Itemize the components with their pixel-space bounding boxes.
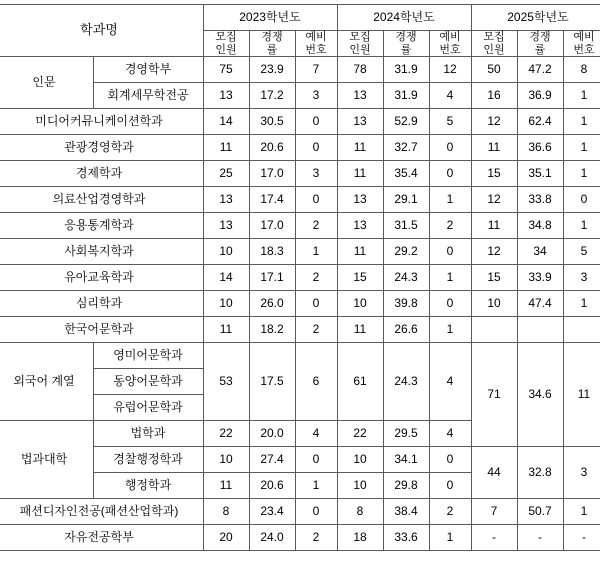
- cell-2023-ratio: 20.6: [249, 135, 295, 161]
- cell-2025-waitlist: 1: [563, 161, 600, 187]
- row-group-label: 인문: [0, 57, 93, 109]
- header-line-1: 경쟁: [261, 31, 283, 43]
- header-2023-ratio: [249, 31, 295, 57]
- cell-2024-ratio: 29.5: [383, 421, 429, 447]
- cell-2023-quota: 13: [203, 187, 249, 213]
- header-year-2025: 2025학년도: [471, 5, 600, 31]
- cell-2023-waitlist: 0: [295, 187, 337, 213]
- cell-2024-ratio: 24.3: [383, 343, 429, 421]
- cell-2025-ratio: 34.6: [517, 343, 563, 447]
- header-2025-waitlist: [563, 31, 600, 57]
- cell-2025-waitlist: 0: [563, 187, 600, 213]
- cell-2023-waitlist: 0: [295, 135, 337, 161]
- cell-2024-quota: 11: [337, 317, 383, 343]
- cell-2025-quota: 11: [471, 213, 517, 239]
- cell-2024-waitlist: 0: [429, 291, 471, 317]
- table-row: [0, 343, 600, 369]
- table-body: [0, 57, 600, 551]
- header-2023-waitlist: [295, 31, 337, 57]
- header-line-2: 인원: [215, 43, 237, 56]
- cell-2023-quota: 10: [203, 291, 249, 317]
- cell-2024-waitlist: 0: [429, 447, 471, 473]
- cell-2024-quota: 61: [337, 343, 383, 421]
- cell-2023-waitlist: 6: [295, 343, 337, 421]
- header-line-2: 률: [534, 43, 546, 56]
- cell-2024-ratio: 39.8: [383, 291, 429, 317]
- cell-2024-waitlist: 1: [429, 265, 471, 291]
- cell-2024-ratio: 26.6: [383, 317, 429, 343]
- cell-2024-ratio: 31.9: [383, 57, 429, 83]
- header-line-1: 모집: [215, 31, 237, 43]
- cell-2024-quota: 18: [337, 525, 383, 551]
- header-line-1: 경쟁: [395, 31, 417, 43]
- cell-2025-ratio: -: [517, 525, 563, 551]
- cell-2025-waitlist: 5: [563, 239, 600, 265]
- cell-2024-waitlist: 2: [429, 499, 471, 525]
- cell-2023-ratio: 30.5: [249, 109, 295, 135]
- header-line-2: 번호: [305, 43, 327, 56]
- header-line-2: 률: [266, 43, 278, 56]
- table-row: [0, 187, 600, 213]
- cell-2025-quota: 16: [471, 83, 517, 109]
- cell-2025-ratio: 50.7: [517, 499, 563, 525]
- header-year-2023: 2023학년도: [203, 5, 337, 31]
- row-name: 유럽어문학과: [93, 395, 203, 421]
- cell-2024-waitlist: 1: [429, 317, 471, 343]
- cell-2023-quota: 13: [203, 213, 249, 239]
- cell-2024-ratio: 24.3: [383, 265, 429, 291]
- header-line-2: 인원: [483, 43, 505, 56]
- cell-2025-waitlist: 1: [563, 83, 600, 109]
- cell-2023-quota: 53: [203, 343, 249, 421]
- cell-2025-quota: 50: [471, 57, 517, 83]
- cell-2023-waitlist: 2: [295, 525, 337, 551]
- row-name: 미디어커뮤니케이션학과: [0, 109, 203, 135]
- row-name: 한국어문학과: [0, 317, 203, 343]
- cell-2025-ratio: 47.2: [517, 57, 563, 83]
- cell-2023-waitlist: 7: [295, 57, 337, 83]
- row-name: 법학과: [93, 421, 203, 447]
- cell-2025-waitlist: -: [563, 525, 600, 551]
- cell-2024-ratio: 29.8: [383, 473, 429, 499]
- cell-2024-ratio: 31.9: [383, 83, 429, 109]
- header-2025-ratio: [517, 31, 563, 57]
- header-line-1: 예비: [439, 31, 461, 43]
- cell-2023-ratio: 17.2: [249, 83, 295, 109]
- cell-2023-quota: 22: [203, 421, 249, 447]
- cell-2025-quota: 7: [471, 499, 517, 525]
- header-2023-quota: [203, 31, 249, 57]
- cell-2023-quota: 11: [203, 473, 249, 499]
- cell-2024-quota: 11: [337, 239, 383, 265]
- cell-2024-quota: 13: [337, 109, 383, 135]
- table-row: [0, 161, 600, 187]
- cell-2025-ratio: 36.9: [517, 83, 563, 109]
- cell-2024-waitlist: 5: [429, 109, 471, 135]
- cell-2025-quota: 12: [471, 109, 517, 135]
- cell-2023-quota: 10: [203, 239, 249, 265]
- cell-2025-quota: 11: [471, 135, 517, 161]
- cell-2024-quota: 10: [337, 291, 383, 317]
- cell-2024-quota: 22: [337, 421, 383, 447]
- header-line-2: 번호: [573, 43, 595, 56]
- cell-2025-waitlist: 8: [563, 57, 600, 83]
- cell-2023-waitlist: 0: [295, 109, 337, 135]
- cell-2025-ratio: 62.4: [517, 109, 563, 135]
- cell-2024-ratio: 29.1: [383, 187, 429, 213]
- cell-2023-ratio: 17.0: [249, 161, 295, 187]
- cell-2023-ratio: 23.9: [249, 57, 295, 83]
- header-line-1: 경쟁: [529, 31, 551, 43]
- cell-2024-quota: 13: [337, 213, 383, 239]
- cell-2023-waitlist: 3: [295, 161, 337, 187]
- cell-2023-ratio: 24.0: [249, 525, 295, 551]
- cell-2025-ratio: 33.9: [517, 265, 563, 291]
- table-row: [0, 135, 600, 161]
- header-line-1: 예비: [573, 31, 595, 43]
- cell-2023-quota: 14: [203, 265, 249, 291]
- row-name: 경제학과: [0, 161, 203, 187]
- cell-2024-quota: 13: [337, 187, 383, 213]
- table-row: [0, 317, 600, 343]
- row-name: 자유전공학부: [0, 525, 203, 551]
- cell-2024-quota: 15: [337, 265, 383, 291]
- cell-2025-quota: 12: [471, 239, 517, 265]
- cell-2023-ratio: 18.3: [249, 239, 295, 265]
- header-2024-waitlist: [429, 31, 471, 57]
- cell-2024-waitlist: 0: [429, 239, 471, 265]
- cell-2023-quota: 25: [203, 161, 249, 187]
- cell-2024-quota: 10: [337, 473, 383, 499]
- cell-2025-waitlist: 1: [563, 291, 600, 317]
- row-name: 의료산업경영학과: [0, 187, 203, 213]
- cell-2025-waitlist: 3: [563, 447, 600, 499]
- cell-2024-quota: 11: [337, 135, 383, 161]
- cell-2025-quota: -: [471, 525, 517, 551]
- cell-2023-ratio: 17.0: [249, 213, 295, 239]
- cell-2025-quota: 12: [471, 187, 517, 213]
- row-name: 행정학과: [93, 473, 203, 499]
- row-group-label: 외국어 계열: [0, 343, 93, 421]
- cell-2025-quota: 15: [471, 265, 517, 291]
- cell-2025-waitlist: 1: [563, 109, 600, 135]
- cell-2023-waitlist: 4: [295, 421, 337, 447]
- row-name: 경찰행정학과: [93, 447, 203, 473]
- cell-2024-waitlist: 2: [429, 213, 471, 239]
- cell-2024-waitlist: 0: [429, 161, 471, 187]
- cell-2025-ratio: 35.1: [517, 161, 563, 187]
- header-line-2: 번호: [439, 43, 461, 56]
- row-name: 회계세무학전공: [93, 83, 203, 109]
- header-line-1: 모집: [349, 31, 371, 43]
- row-name: 경영학부: [93, 57, 203, 83]
- cell-2023-waitlist: 0: [295, 499, 337, 525]
- cell-2024-quota: 13: [337, 83, 383, 109]
- cell-2025-quota: 71: [471, 343, 517, 447]
- header-2024-ratio: [383, 31, 429, 57]
- table-row: [0, 57, 600, 83]
- cell-2024-waitlist: 12: [429, 57, 471, 83]
- cell-2023-quota: 11: [203, 135, 249, 161]
- table-row: [0, 525, 600, 551]
- cell-2025-quota: 15: [471, 161, 517, 187]
- cell-2023-quota: 14: [203, 109, 249, 135]
- header-line-1: 모집: [483, 31, 505, 43]
- header-line-2: 률: [400, 43, 412, 56]
- cell-2023-quota: 13: [203, 83, 249, 109]
- cell-2025-quota: 44: [471, 447, 517, 499]
- cell-2023-waitlist: 3: [295, 83, 337, 109]
- cell-2023-ratio: 17.4: [249, 187, 295, 213]
- cell-2023-ratio: 27.4: [249, 447, 295, 473]
- header-year-2024: 2024학년도: [337, 5, 471, 31]
- header-line-1: 예비: [305, 31, 327, 43]
- table-row: [0, 499, 600, 525]
- table-row: [0, 265, 600, 291]
- cell-2025-waitlist: 11: [563, 343, 600, 447]
- cell-2024-ratio: 31.5: [383, 213, 429, 239]
- cell-2024-ratio: 33.6: [383, 525, 429, 551]
- cell-2024-quota: 11: [337, 161, 383, 187]
- cell-2023-quota: 10: [203, 447, 249, 473]
- cell-2025-ratio: 32.8: [517, 447, 563, 499]
- cell-2023-ratio: 23.4: [249, 499, 295, 525]
- cell-2023-waitlist: 1: [295, 239, 337, 265]
- cell-2023-ratio: 18.2: [249, 317, 295, 343]
- cell-2025-ratio: 34.8: [517, 213, 563, 239]
- cell-2024-ratio: 34.1: [383, 447, 429, 473]
- cell-2023-quota: 8: [203, 499, 249, 525]
- cell-2023-quota: 20: [203, 525, 249, 551]
- row-name: 패션디자인전공(패션산업학과): [0, 499, 203, 525]
- cell-2025-quota: [471, 317, 517, 343]
- cell-2023-quota: 75: [203, 57, 249, 83]
- cell-2024-ratio: 29.2: [383, 239, 429, 265]
- cell-2024-waitlist: 0: [429, 135, 471, 161]
- cell-2023-waitlist: 1: [295, 473, 337, 499]
- cell-2024-ratio: 32.7: [383, 135, 429, 161]
- cell-2025-waitlist: 1: [563, 135, 600, 161]
- header-dept-name: 학과명: [0, 5, 203, 57]
- row-name: 동양어문학과: [93, 369, 203, 395]
- cell-2024-waitlist: 0: [429, 473, 471, 499]
- row-name: 사회복지학과: [0, 239, 203, 265]
- cell-2025-waitlist: [563, 317, 600, 343]
- cell-2023-ratio: 17.1: [249, 265, 295, 291]
- header-line-2: 인원: [349, 43, 371, 56]
- row-name: 관광경영학과: [0, 135, 203, 161]
- cell-2024-waitlist: 1: [429, 525, 471, 551]
- cell-2023-ratio: 20.0: [249, 421, 295, 447]
- cell-2025-waitlist: 1: [563, 213, 600, 239]
- table-row: [0, 213, 600, 239]
- cell-2025-ratio: 36.6: [517, 135, 563, 161]
- row-name: 유아교육학과: [0, 265, 203, 291]
- cell-2025-ratio: 33.8: [517, 187, 563, 213]
- cell-2023-ratio: 17.5: [249, 343, 295, 421]
- cell-2025-ratio: [517, 317, 563, 343]
- cell-2023-ratio: 20.6: [249, 473, 295, 499]
- cell-2023-ratio: 26.0: [249, 291, 295, 317]
- cell-2023-waitlist: 0: [295, 291, 337, 317]
- cell-2023-waitlist: 2: [295, 265, 337, 291]
- cell-2025-waitlist: 1: [563, 499, 600, 525]
- table-row: [0, 291, 600, 317]
- cell-2023-waitlist: 2: [295, 213, 337, 239]
- cell-2024-quota: 78: [337, 57, 383, 83]
- cell-2023-waitlist: 2: [295, 317, 337, 343]
- cell-2024-quota: 10: [337, 447, 383, 473]
- cell-2023-waitlist: 0: [295, 447, 337, 473]
- cell-2024-waitlist: 4: [429, 421, 471, 447]
- cell-2024-ratio: 38.4: [383, 499, 429, 525]
- admissions-table: [0, 4, 600, 551]
- cell-2024-waitlist: 4: [429, 83, 471, 109]
- table-row: [0, 109, 600, 135]
- row-group-label: 법과대학: [0, 421, 93, 499]
- cell-2024-ratio: 35.4: [383, 161, 429, 187]
- cell-2025-ratio: 34: [517, 239, 563, 265]
- table-header: [0, 5, 600, 57]
- row-name: 영미어문학과: [93, 343, 203, 369]
- cell-2024-ratio: 52.9: [383, 109, 429, 135]
- cell-2024-waitlist: 1: [429, 187, 471, 213]
- cell-2023-quota: 11: [203, 317, 249, 343]
- cell-2024-waitlist: 4: [429, 343, 471, 421]
- header-2025-quota: [471, 31, 517, 57]
- cell-2025-waitlist: 3: [563, 265, 600, 291]
- row-name: 응용통계학과: [0, 213, 203, 239]
- cell-2025-quota: 10: [471, 291, 517, 317]
- table-row: [0, 239, 600, 265]
- row-name: 심리학과: [0, 291, 203, 317]
- header-2024-quota: [337, 31, 383, 57]
- cell-2025-ratio: 47.4: [517, 291, 563, 317]
- cell-2024-quota: 8: [337, 499, 383, 525]
